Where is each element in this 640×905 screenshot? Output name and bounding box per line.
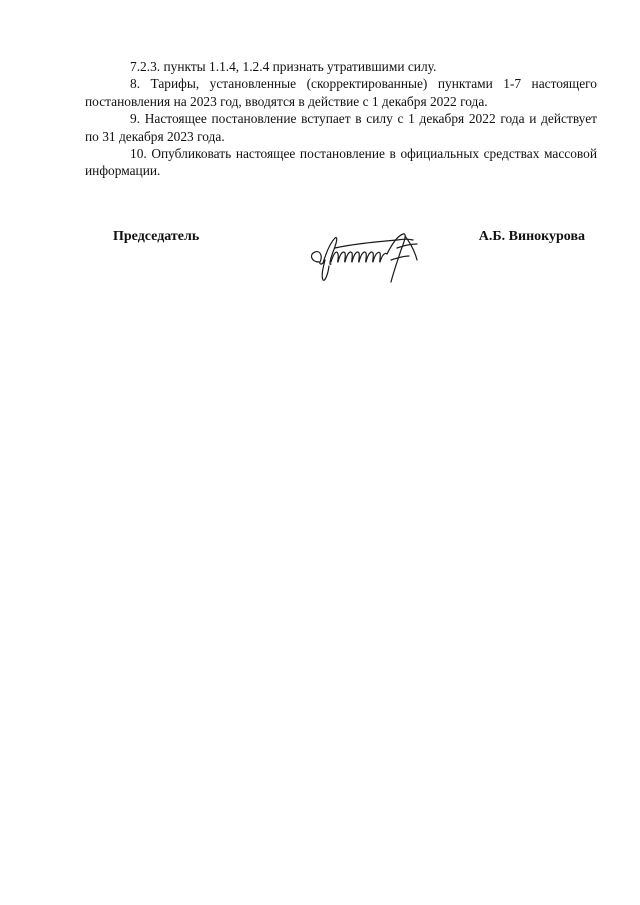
paragraph-7-2-3: 7.2.3. пункты 1.1.4, 1.2.4 признать утратившими силу.	[130, 59, 437, 74]
signature-block	[0, 228, 640, 288]
paragraph-9: 9. Настоящее постановление вступает в силу с 1 декабря 2022 года и действует по 31 декабря 2023 года.	[85, 111, 597, 144]
signatory-name: А.Б. Винокурова	[478, 229, 585, 244]
paragraph-8: 8. Тарифы, установленные (скорректированные) пунктами 1-7 настоящего постановления на 2023 год, вводятся в действие с 1 декабря 2022 года.	[85, 76, 597, 109]
handwritten-signature-icon	[305, 230, 430, 286]
paragraph-10: 10. Опубликовать настоящее постановление в официальных средствах массовой информации.	[85, 146, 597, 179]
signatory-title: Председатель	[113, 229, 200, 244]
document-body	[85, 58, 597, 180]
